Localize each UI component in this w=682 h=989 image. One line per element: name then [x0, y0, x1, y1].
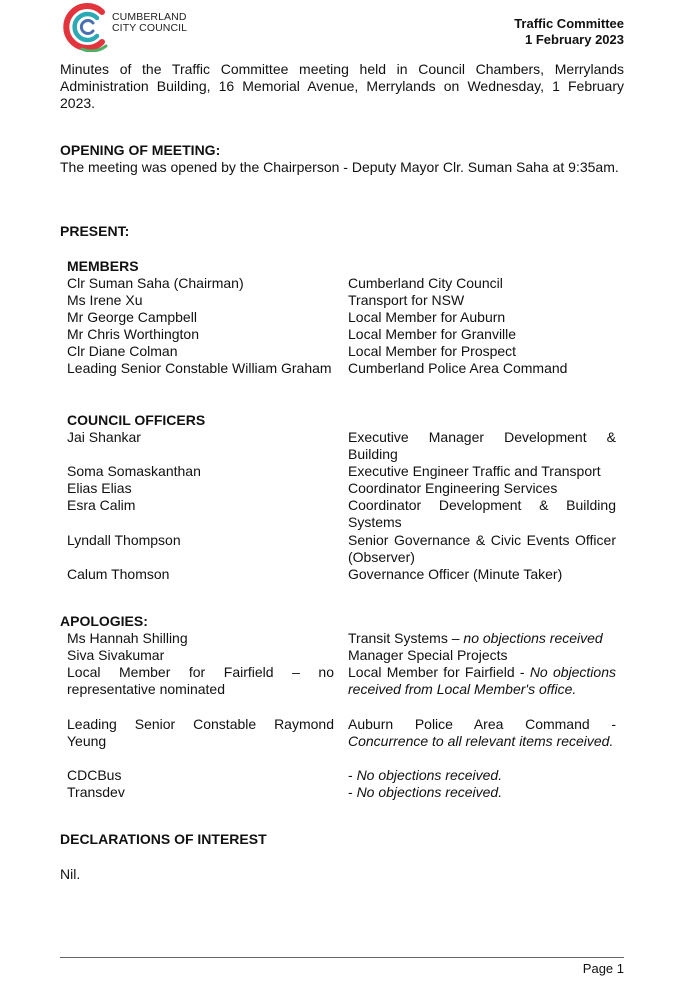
- member-name: Mr Chris Worthington: [67, 326, 200, 342]
- present-heading: PRESENT:: [60, 223, 130, 239]
- apology-note: Concurrence to all relevant items received.: [348, 733, 614, 749]
- member-role: Cumberland Police Area Command: [348, 360, 568, 376]
- officer-role: Coordinator Development & Building Systems: [348, 497, 616, 530]
- member-name: Leading Senior Constable William Graham: [67, 360, 332, 376]
- apology-org: -: [348, 767, 357, 783]
- officer-name: Lyndall Thompson: [67, 532, 181, 548]
- apology-role: Manager Special Projects: [348, 647, 508, 663]
- apology-role: [348, 716, 616, 750]
- header-date: 1 February 2023: [524, 32, 624, 47]
- apology-note: No objections received.: [356, 767, 503, 783]
- officer-name: Esra Calim: [67, 497, 136, 513]
- member-name: Ms Irene Xu: [67, 292, 143, 308]
- document-header: [514, 16, 624, 48]
- apology-org: Transit Systems –: [348, 630, 464, 646]
- footer-divider: [60, 957, 624, 958]
- apology-note: no objections received: [463, 630, 603, 646]
- apology-org: Local Member for Fairfield -: [348, 664, 530, 680]
- officer-name: Elias Elias: [67, 480, 132, 496]
- apology-role: [348, 767, 616, 784]
- member-role: Cumberland City Council: [348, 275, 503, 291]
- page-number: Page 1: [582, 961, 624, 976]
- officer-role: Senior Governance & Civic Events Officer (Observer): [348, 532, 616, 565]
- apology-role: [348, 630, 616, 647]
- member-name: Mr George Campbell: [67, 309, 197, 325]
- member-role: Local Member for Prospect: [348, 343, 517, 359]
- officer-role: Executive Engineer Traffic and Transport: [348, 463, 601, 479]
- logo-wordmark: [112, 12, 187, 34]
- officer-name: Jai Shankar: [67, 429, 141, 445]
- member-role: Local Member for Auburn: [348, 309, 506, 325]
- apology-name: CDCBus: [67, 767, 122, 783]
- member-role: Local Member for Granville: [348, 326, 517, 342]
- apology-name: Leading Senior Constable Raymond Yeung: [67, 716, 334, 749]
- officer-name: Soma Somaskanthan: [67, 463, 201, 479]
- intro-paragraph: Minutes of the Traffic Committee meeting held in Council Chambers, Merrylands Administration Building, 16 Memorial Avenue, Merrylands on Wednesday, 1 February 2023.: [60, 61, 624, 111]
- officers-heading: COUNCIL OFFICERS: [67, 412, 206, 428]
- header-title: Traffic Committee: [514, 16, 624, 31]
- opening-heading: OPENING OF MEETING:: [60, 142, 221, 158]
- council-logo: [62, 2, 212, 52]
- member-name: Clr Suman Saha (Chairman): [67, 275, 244, 291]
- officer-name: Calum Thomson: [67, 566, 170, 582]
- apology-role: [348, 784, 616, 801]
- declarations-text: Nil.: [60, 866, 81, 882]
- apology-role: [348, 664, 616, 698]
- member-name: Clr Diane Colman: [67, 343, 178, 359]
- declarations-heading: DECLARATIONS OF INTEREST: [60, 831, 267, 847]
- members-heading: MEMBERS: [67, 258, 139, 274]
- apology-org: Auburn Police Area Command -: [348, 716, 616, 732]
- opening-text: The meeting was opened by the Chairperson - Deputy Mayor Clr. Suman Saha at 9:35am.: [60, 159, 619, 175]
- apology-name: Ms Hannah Shilling: [67, 630, 188, 646]
- officer-role: Coordinator Engineering Services: [348, 480, 558, 496]
- apology-name: Transdev: [67, 784, 125, 800]
- member-role: Transport for NSW: [348, 292, 465, 308]
- council-logo-icon: [62, 2, 112, 52]
- officer-role: Governance Officer (Minute Taker): [348, 566, 563, 582]
- apology-name: Local Member for Fairfield – no representative nominated: [67, 664, 334, 697]
- officer-role: Executive Manager Development & Building: [348, 429, 616, 462]
- apology-name: Siva Sivakumar: [67, 647, 165, 663]
- apology-org: -: [348, 784, 357, 800]
- logo-line-1: CUMBERLAND: [112, 11, 187, 23]
- apologies-heading: APOLOGIES:: [60, 613, 148, 629]
- apology-note: No objections received.: [356, 784, 503, 800]
- logo-line-2: CITY COUNCIL: [112, 22, 188, 34]
- apology-note: No objections received from Local Member's office.: [348, 664, 616, 697]
